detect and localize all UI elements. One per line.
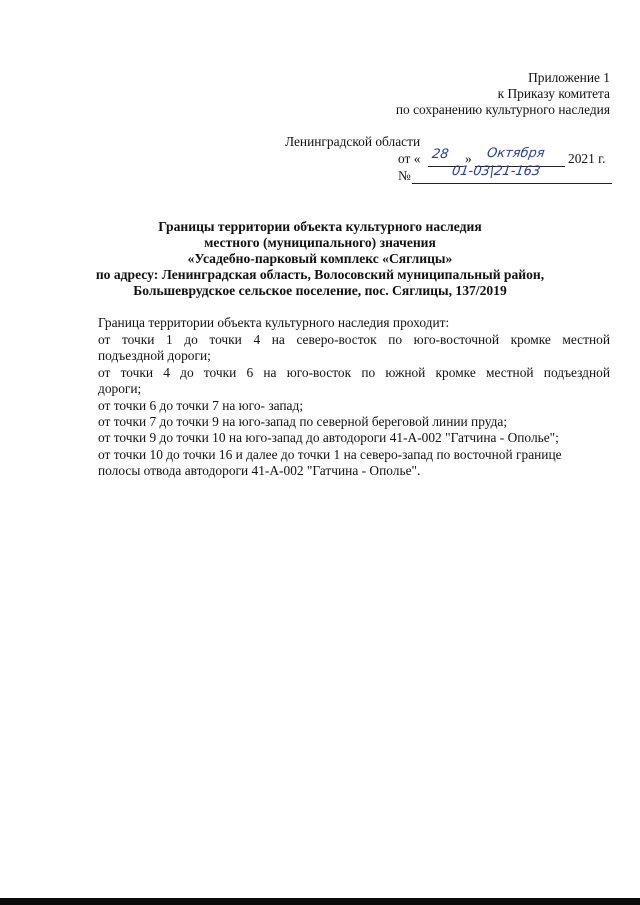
title-line-2: местного (муниципального) значения <box>204 235 436 250</box>
title-line-3: «Усадебно-парковый комплекс «Сяглицы» <box>187 251 453 266</box>
segment-5: от точки 9 до точки 10 на юго-запад до автодороги 41-А-002 "Гатчина - Ополье"; <box>98 430 559 445</box>
date-prefix: от « <box>398 151 421 166</box>
committee-name: по сохранению культурного наследия <box>395 102 610 117</box>
scan-edge-bar <box>0 898 640 905</box>
date-year: 2021 г. <box>568 151 606 166</box>
region-name: Ленинградской области <box>285 134 421 149</box>
appendix-label: Приложение 1 <box>528 70 610 85</box>
title-line-1: Границы территории объекта культурного наследия <box>158 219 482 234</box>
handwritten-day: 28 <box>430 147 450 162</box>
date-quote-close: » <box>465 151 472 166</box>
segment-2-line-b: дороги; <box>98 381 142 396</box>
segment-6-line-b: полосы отвода автодороги 41-А-002 "Гатчина - Ополье". <box>98 463 421 478</box>
body-intro: Граница территории объекта культурного наследия проходит: <box>98 315 450 330</box>
number-prefix: № <box>398 168 411 183</box>
segment-1-line-a: от точки 1 до точки 4 на северо-восток по юго-восточной кромке местной <box>98 332 610 347</box>
segment-2-line-a: от точки 4 до точки 6 на юго-восток по южной кромке местной подъездной <box>98 365 610 380</box>
title-line-4: по адресу: Ленинградская область, Волосовский муниципальный район, <box>95 267 545 282</box>
number-underline <box>412 183 612 184</box>
segment-6-line-a: от точки 10 до точки 16 и далее до точки 1 на северо-запад по восточной границе <box>98 447 562 462</box>
handwritten-number: 01-03|21-163 <box>450 164 542 179</box>
segment-1-line-b: подъездной дороги; <box>98 348 211 363</box>
title-line-5: Большеврудское сельское поселение, пос. Сяглицы, 137/2019 <box>133 283 507 298</box>
handwritten-month: Октября <box>485 146 546 161</box>
order-reference: к Приказу комитета <box>497 86 610 101</box>
segment-4: от точки 7 до точки 9 на юго-запад по северной береговой линии пруда; <box>98 414 508 429</box>
segment-3: от точки 6 до точки 7 на юго- запад; <box>98 398 304 413</box>
